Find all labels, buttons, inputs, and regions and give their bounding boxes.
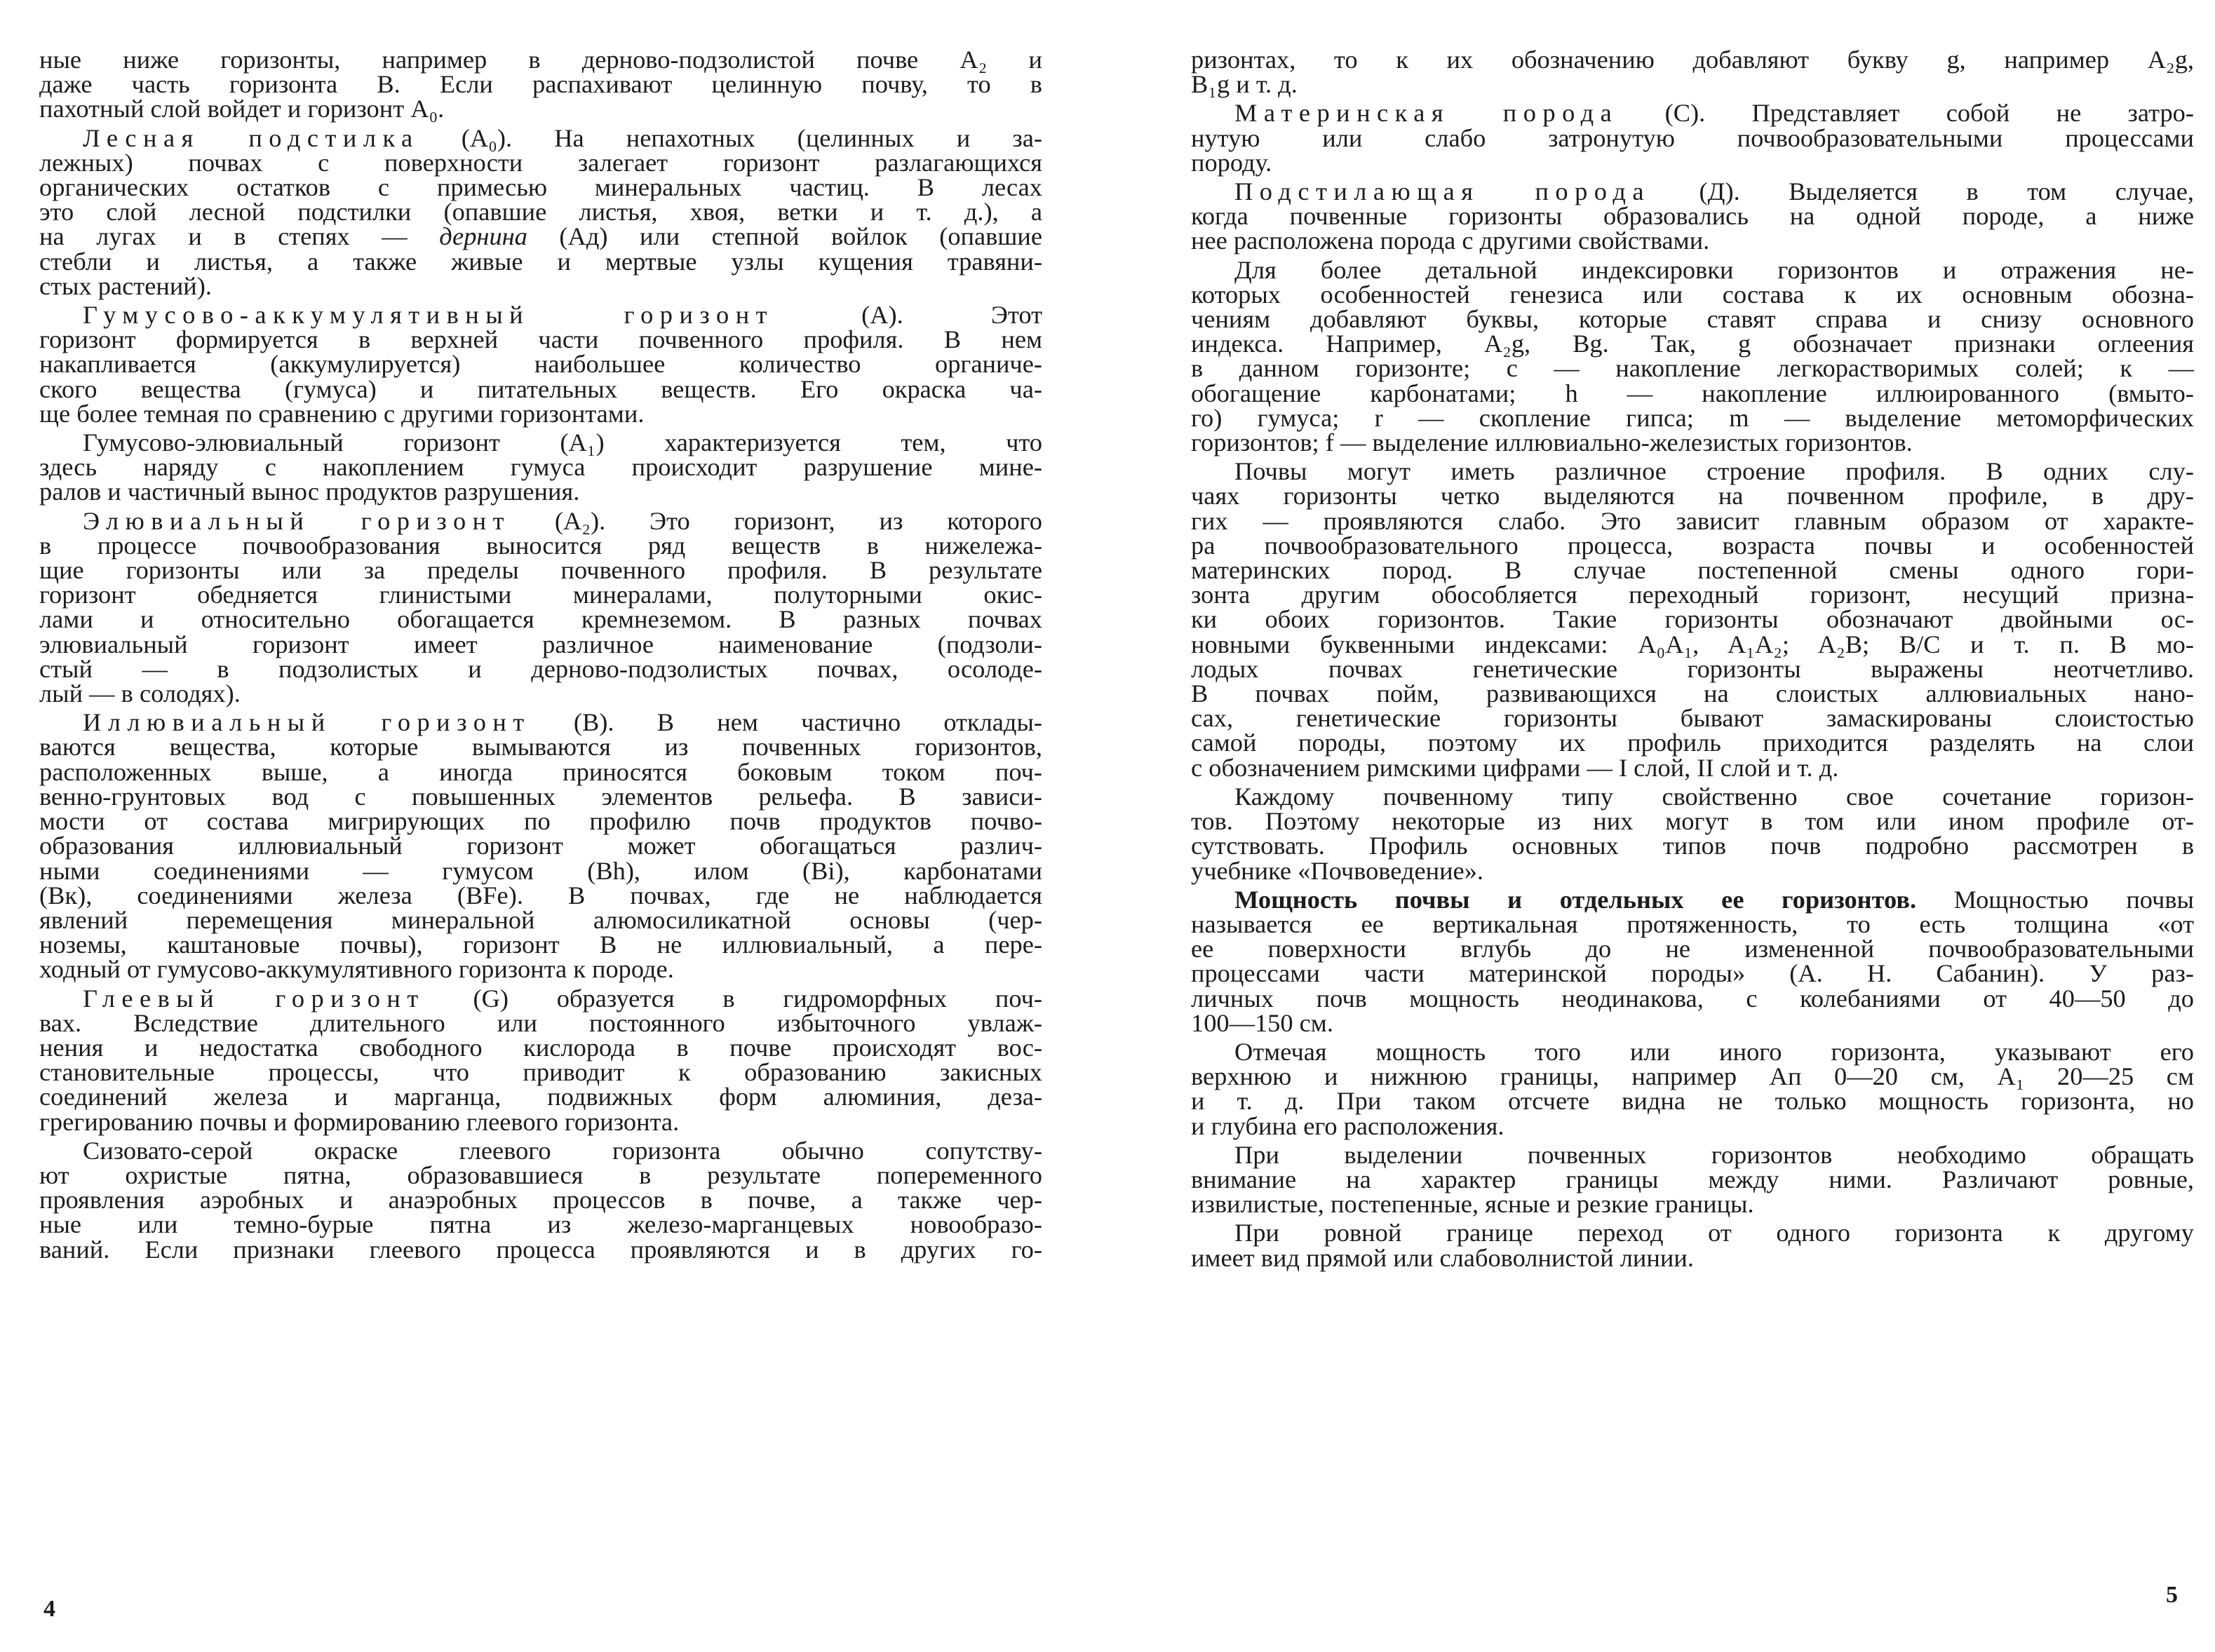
text-line: внимание на характер границы между ними. Различают ровные, [1191, 1165, 2194, 1193]
text-line: с обозначением римскими цифрами — I слой, II слой и т. д. [1191, 753, 1839, 782]
spaced-term: Элювиальный горизонт [83, 506, 511, 535]
left-page-text [39, 48, 1042, 1262]
right-page [1191, 48, 2194, 1632]
text-line: Подстилающая порода (Д). Выделяется в том случае, [1234, 177, 2194, 206]
text-line: ными соединениями — гумусом (Bh), илом (Bi), карбонатами [39, 856, 1042, 885]
text-line: учебнике «Почвоведение». [1191, 856, 1483, 885]
text-line: ки обоих горизонтов. Такие горизонты обозначают двойными ос- [1191, 605, 2194, 634]
text-line: и глубина его расположения. [1191, 1111, 1504, 1140]
text-line: Отмечая мощность того или иного горизонта, указывают его [1234, 1037, 2194, 1066]
text-line: гих — проявляются слабо. Это зависит главным образом от характе- [1191, 506, 2194, 535]
text-line: накапливается (аккумулируется) наибольшее количество органиче- [39, 350, 1042, 379]
text-line: в процессе почвообразования выносится ряд веществ в нижележа- [39, 531, 1042, 560]
text-line: вах. Вследствие длительного или постоянного избыточного увлаж- [39, 1008, 1042, 1037]
text-line: ноземы, каштановые почвы), горизонт B не иллювиальный, а пере- [39, 930, 1042, 959]
text-line: процессами части материнской породы» (А. Н. Сабанин). У раз- [1191, 959, 2194, 988]
text-line: ные или темно-бурые пятна из железо-марганцевых новообразо- [39, 1210, 1042, 1239]
text-line: обогащение карбонатами; h — накопление иллюированного (вмыто- [1191, 379, 2194, 407]
left-page [39, 48, 1042, 1632]
text-line: лый — в солодях). [39, 679, 241, 708]
text-line: когда почвенные горизонты образовались на одной породе, а ниже [1191, 202, 2194, 231]
text-line: ные ниже горизонты, например в дерново-подзолистой почве A₂ и [39, 46, 1042, 74]
text-line: нутую или слабо затронутую почвообразовательными процессами [1191, 123, 2194, 152]
text-line: сах, генетические горизонты бывают замаскированы слоистостью [1191, 704, 2194, 733]
text-line: грегированию почвы и формированию глеевого горизонта. [39, 1107, 680, 1136]
text-line: нения и недостатка свободного кислорода в почве происходят вос- [39, 1033, 1042, 1062]
text-line: имеет вид прямой или слабоволнистой линии. [1191, 1243, 1694, 1272]
spaced-term: Иллювиальный горизонт [83, 708, 531, 737]
text-line: стый — в подзолистых и дерново-подзолистых почвах, осолоде- [39, 654, 1042, 683]
text-line: го) гумуса; r — скопление гипса; m — выделение метоморфических [1191, 403, 2194, 432]
text-line: соединений железа и марганца, подвижных форм алюминия, деза- [39, 1083, 1042, 1111]
text-line: 100—150 см. [1191, 1008, 1333, 1037]
text-line: ского вещества (гумуса) и питательных веществ. Его окраска ча- [39, 374, 1042, 403]
spaced-term: Гумусово-аккумулятивный горизонт [83, 301, 774, 330]
bold-heading: Мощность почвы и отдельных ее горизонтов. [1234, 885, 1917, 914]
text-line: Для более детальной индексировки горизонтов и отражения не- [1234, 255, 2194, 284]
text-line: здесь наряду с накоплением гумуса происходит разрушение мине- [39, 453, 1042, 482]
text-line: Иллювиальный горизонт (B). В нем частично отклады- [83, 708, 1043, 737]
text-line: явлений перемещения минеральной алюмосиликатной основы (чер- [39, 905, 1042, 934]
text-line: зонта другим обособляется переходный горизонт, несущий призна- [1191, 581, 2194, 609]
text-line: Лесная подстилка (A₀). На непахотных (целинных и за- [83, 123, 1042, 152]
text-line: щие горизонты или за пределы почвенного профиля. В результате [39, 556, 1042, 585]
text-line: Почвы могут иметь различное строение профиля. В одних слу- [1234, 457, 2194, 486]
text-line: горизонт обедняется глинистыми минералами, полуторными окис- [39, 581, 1042, 609]
text-line: При выделении почвенных горизонтов необходимо обращать [1234, 1140, 2194, 1169]
text-line: нее расположена порода с другими свойствами. [1191, 226, 1710, 255]
text-line: ее поверхности вглубь до не измененной почвообразовательными [1191, 935, 2194, 963]
text-line: Глеевый горизонт (G) образуется в гидроморфных поч- [83, 984, 1042, 1013]
text-line: мости от состава мигрирующих по профилю почв продуктов почво- [39, 807, 1042, 836]
italic-term: дернина [439, 222, 527, 251]
text-line: стых растений). [39, 271, 212, 300]
text-line: ют охристые пятна, образовавшиеся в результате попеременного [39, 1160, 1042, 1189]
text-line: лежных) почвах с поверхности залегает горизонт разлагающихся [39, 148, 1042, 177]
text-line: венно-грунтовых вод с повышенных элементов рельефа. В зависи- [39, 782, 1042, 811]
text-line: индекса. Например, A₂g, Bg. Так, g обозначает признаки оглеения [1191, 330, 2194, 358]
text-line: личных почв мощность неодинакова, с колебаниями от 40—50 до [1191, 984, 2194, 1013]
text-line: элювиальный горизонт имеет различное наименование (подзоли- [39, 630, 1042, 658]
right-page-number: 5 [2166, 1582, 2178, 1608]
text-line: горизонт формируется в верхней части почвенного профиля. В нем [39, 325, 1042, 354]
text-line: породу. [1191, 148, 1272, 177]
text-line: и т. д. При таком отсчете видна не только мощность горизонта, но [1191, 1087, 2194, 1116]
text-line: извилистые, постепенные, ясные и резкие границы. [1191, 1190, 1754, 1219]
text-line: горизонтов; f — выделение иллювиально-железистых горизонтов. [1191, 428, 1913, 457]
text-line: B₁g и т. д. [1191, 70, 1298, 99]
text-line: При ровной границе переход от одного горизонта к другому [1234, 1219, 2194, 1247]
text-line: становительные процессы, что приводит к образованию закисных [39, 1058, 1042, 1087]
text-line: ризонтах, то к их обозначению добавляют букву g, например A₂g, [1191, 46, 2194, 74]
spaced-term: Лесная подстилка [83, 123, 419, 152]
text-line: самой породы, поэтому их профиль приходится разделять на слои [1191, 729, 2194, 757]
spaced-term: Материнская порода [1234, 99, 1619, 128]
text-line: ваний. Если признаки глеевого процесса проявляются и в других го- [39, 1235, 1042, 1264]
text-line: проявления аэробных и анаэробных процессов в почве, а также чер- [39, 1186, 1042, 1214]
spaced-term: Глеевый горизонт [83, 984, 425, 1013]
text-line: чаях горизонты четко выделяются на почвенном профиле, в дру- [1191, 482, 2194, 510]
text-line: пахотный слой войдет и горизонт A₀. [39, 95, 445, 123]
text-line: которых особенностей генезиса или состава к их основным обозна- [1191, 280, 2194, 309]
text-line: Гумусово-аккумулятивный горизонт (A). Этот [83, 301, 1042, 330]
text-line: Элювиальный горизонт (A₂). Это горизонт, из которого [83, 506, 1042, 535]
text-line: В почвах пойм, развивающихся на слоистых аллювиальных нано- [1191, 679, 2194, 708]
text-line: новными буквенными индексами: A₀A₁, A₁A₂; A₂B; B/C и т. п. В мо- [1191, 630, 2194, 658]
left-page-number: 4 [43, 1596, 55, 1622]
text-line: Материнская порода (C). Представляет собой не затро- [1234, 99, 2194, 128]
text-line: Сизовато-серой окраске глеевого горизонта обычно сопутству- [83, 1136, 1042, 1165]
text-line: расположенных выше, а иногда приносятся боковым током поч- [39, 757, 1042, 786]
text-line: ще более темная по сравнению с другими горизонтами. [39, 399, 645, 428]
text-line: Каждому почвенному типу свойственно свое сочетание горизон- [1234, 782, 2194, 811]
text-line: называется ее вертикальная протяженность, то есть толщина «от [1191, 909, 2194, 938]
text-line: в данном горизонте; c — накопление легкорастворимых солей; к — [1191, 354, 2194, 383]
right-page-text [1191, 48, 2194, 1271]
text-line: сутствовать. Профиль основных типов почв подробно рассмотрен в [1191, 832, 2194, 860]
text-line: на лугах и в степях — дернина (Aд) или степной войлок (опавшие [39, 222, 1042, 251]
text-line: Гумусово-элювиальный горизонт (A₁) характеризуется тем, что [83, 428, 1042, 457]
text-line: даже часть горизонта B. Если распахивают целинную почву, то в [39, 70, 1042, 99]
text-line: ралов и частичный вынос продуктов разрушения. [39, 478, 580, 506]
text-line: материнских пород. В случае постепенной смены одного гори- [1191, 556, 2194, 585]
text-line: верхнюю и нижнюю границы, например Aп 0—20 см, A₁ 20—25 см [1191, 1062, 2194, 1091]
text-line: органических остатков с примесью минеральных частиц. В лесах [39, 173, 1042, 202]
spaced-term: Подстилающая порода [1234, 177, 1650, 206]
text-line: ваются вещества, которые вымываются из почвенных горизонтов, [39, 733, 1042, 761]
text-line: это слой лесной подстилки (опавшие листья, хвоя, ветки и т. д.), а [39, 198, 1042, 226]
text-line: тов. Поэтому некоторые из них могут в том или ином профиле от- [1191, 807, 2194, 836]
text-line: чениям добавляют буквы, которые ставят справа и снизу основного [1191, 305, 2194, 334]
text-line: стебли и листья, а также живые и мертвые узлы кущения травяни- [39, 247, 1042, 276]
text-line: ходный от гумусово-аккумулятивного горизонта к породе. [39, 955, 674, 984]
text-line: Мощность почвы и отдельных ее горизонтов. Мощностью почвы [1234, 885, 2194, 914]
text-line: (Bк), соединениями железа (BFe). В почвах, где не наблюдается [39, 881, 1042, 909]
text-line: образования иллювиальный горизонт может обогащаться различ- [39, 832, 1042, 860]
text-line: лодых почвах генетические горизонты выражены неотчетливо. [1191, 654, 2194, 683]
text-line: лами и относительно обогащается кремнеземом. В разных почвах [39, 605, 1042, 634]
text-line: ра почвообразовательного процесса, возраста почвы и особенностей [1191, 531, 2194, 560]
